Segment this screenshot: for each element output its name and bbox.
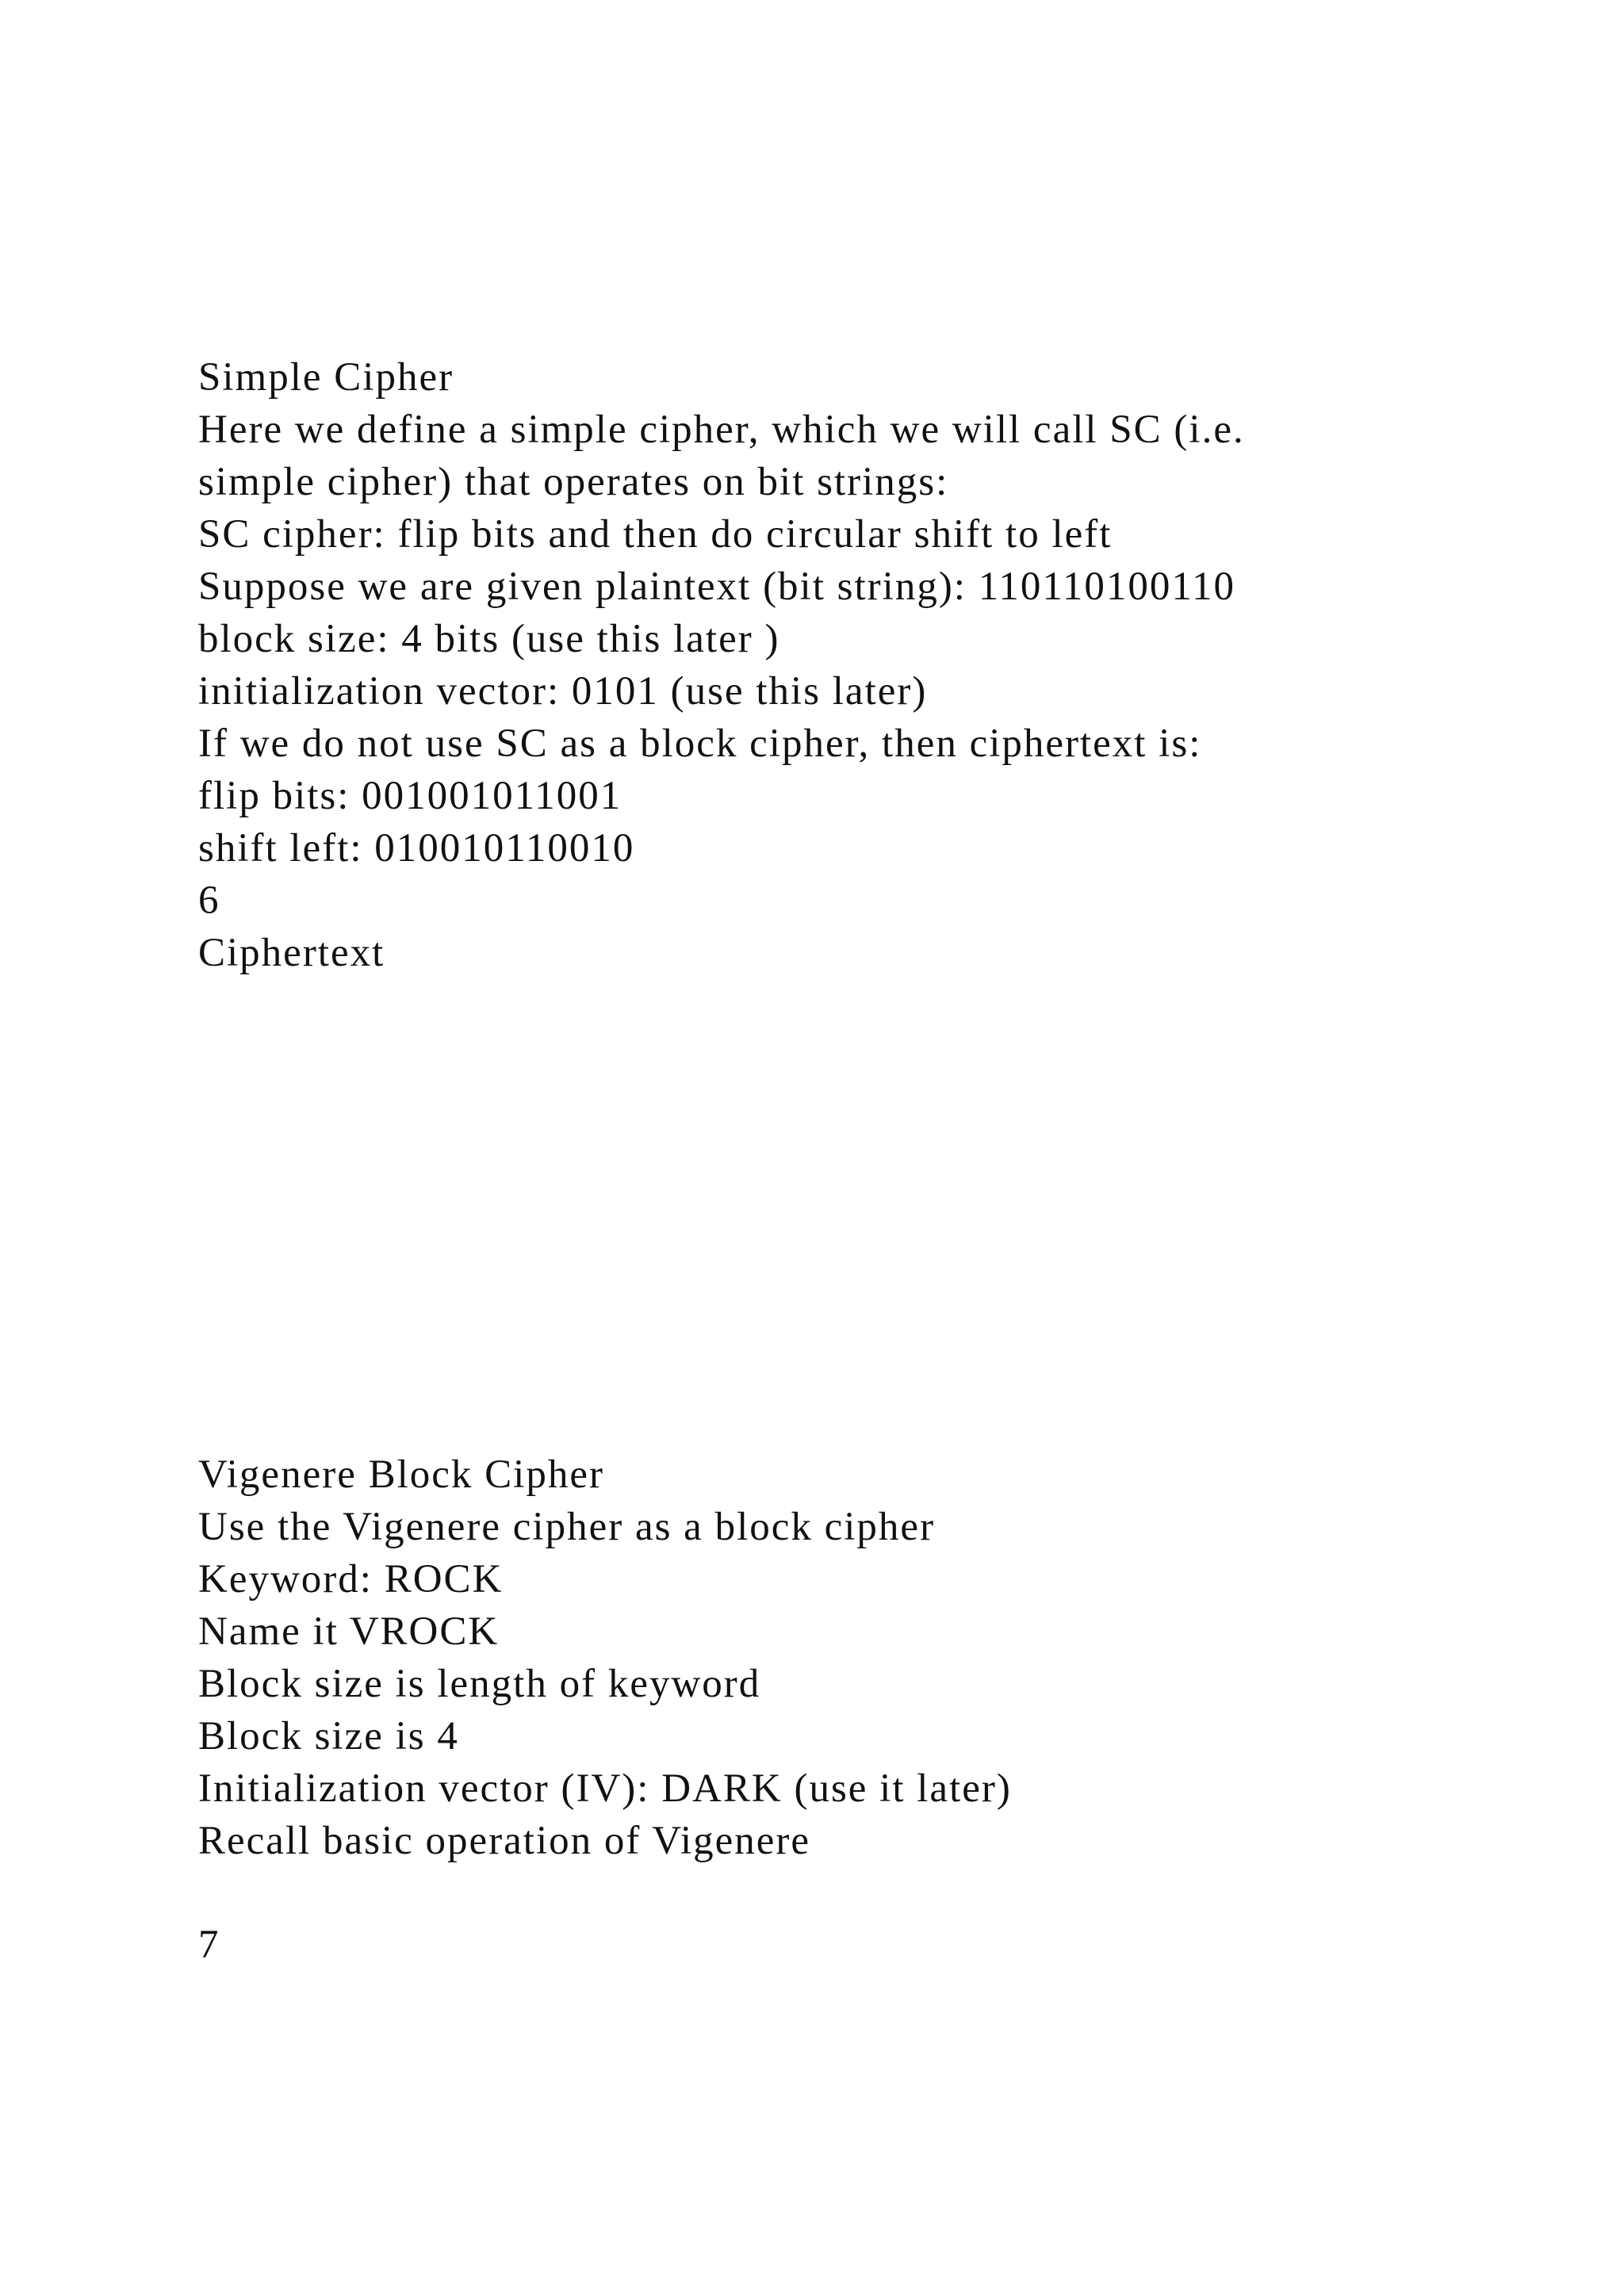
simple-cipher-line-3: SC cipher: flip bits and then do circular shift to left	[198, 512, 1113, 557]
simple-cipher-section	[198, 351, 1546, 979]
simple-cipher-line-5: block size: 4 bits (use this later )	[198, 617, 780, 661]
page-number-6: 6	[198, 878, 220, 923]
ciphertext-label: Ciphertext	[198, 931, 385, 975]
vigenere-line-7: Recall basic operation of Vigenere	[198, 1819, 811, 1863]
simple-cipher-line-4: Suppose we are given plaintext (bit string): 110110100110	[198, 564, 1236, 609]
vigenere-line-5: Block size is 4	[198, 1714, 459, 1758]
vigenere-block-cipher-section	[198, 1448, 1546, 1867]
vigenere-line-4: Block size is length of keyword	[198, 1662, 761, 1706]
simple-cipher-line-1: Here we define a simple cipher, which we will call SC (i.e.	[198, 408, 1245, 452]
vigenere-line-3: Name it VROCK	[198, 1609, 500, 1654]
vigenere-line-6: Initialization vector (IV): DARK (use it later)	[198, 1766, 1012, 1811]
section-title-vigenere-block-cipher: Vigenere Block Cipher	[198, 1452, 604, 1497]
vigenere-line-1: Use the Vigenere cipher as a block cipher	[198, 1505, 936, 1549]
section-title-simple-cipher: Simple Cipher	[198, 355, 454, 400]
simple-cipher-line-6: initialization vector: 0101 (use this later)	[198, 669, 928, 714]
page-number-7: 7	[198, 1923, 220, 1967]
simple-cipher-line-9: shift left: 010010110010	[198, 826, 635, 871]
simple-cipher-line-8: flip bits: 001001011001	[198, 774, 622, 818]
simple-cipher-line-7: If we do not use SC as a block cipher, then ciphertext is:	[198, 721, 1202, 766]
vigenere-line-2: Keyword: ROCK	[198, 1557, 504, 1601]
simple-cipher-line-2: simple cipher) that operates on bit strings:	[198, 460, 949, 504]
